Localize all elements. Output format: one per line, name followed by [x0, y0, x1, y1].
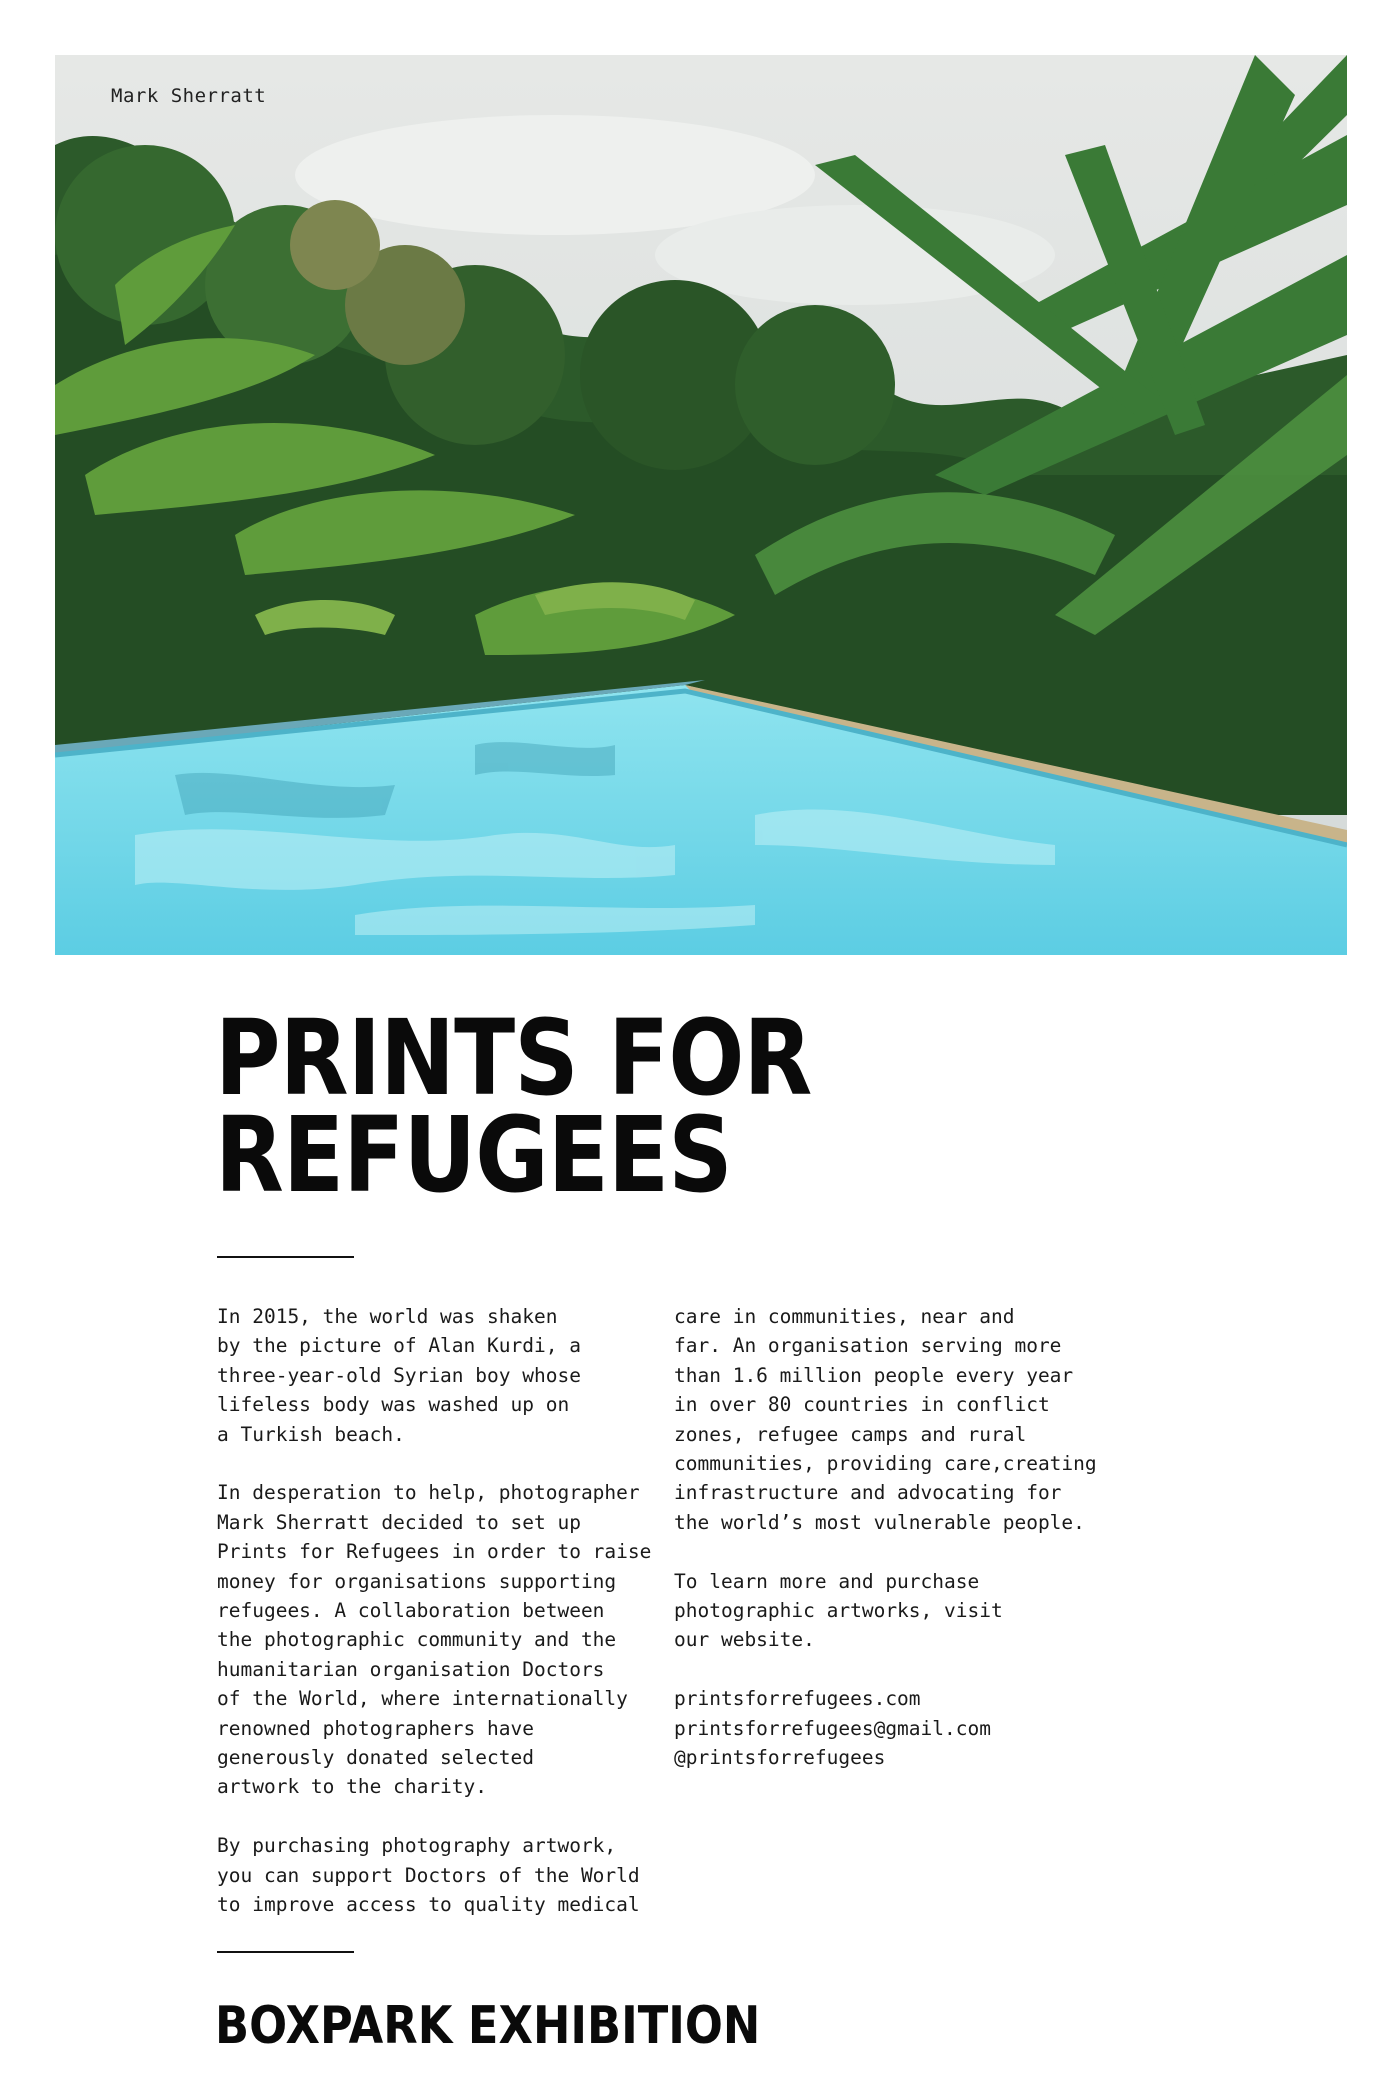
page-title — [215, 997, 812, 1216]
body-column-right — [674, 1302, 1114, 1772]
pool-jungle-illustration — [55, 55, 1347, 955]
title-line-2: REFUGEES — [215, 1094, 732, 1216]
exhibition-heading: BOXPARK EXHIBITION — [215, 1996, 761, 2056]
social-handle-link[interactable]: @printsforrefugees — [674, 1746, 886, 1770]
contact-links — [674, 1684, 1114, 1772]
divider-bottom — [217, 1951, 354, 1953]
divider-top — [217, 1256, 354, 1258]
paragraph-learn-more: To learn more and purchase photographic artworks, visit our website. — [674, 1569, 1003, 1652]
website-link[interactable]: printsforrefugees.com — [674, 1687, 921, 1711]
title-line-1: PRINTS FOR — [215, 997, 812, 1119]
body-column-left — [217, 1302, 657, 1949]
paragraph-purchase: By purchasing photography artwork, you can support Doctors of the World to improve access to quality medical — [217, 1834, 640, 1917]
email-link[interactable]: printsforrefugees@gmail.com — [674, 1716, 991, 1740]
photo-credit: Mark Sherratt — [111, 85, 267, 107]
hero-photo — [55, 55, 1347, 955]
paragraph-intro: In 2015, the world was shaken by the picture of Alan Kurdi, a three-year-old Syrian boy whose lifeless body was washed up on a Turkish beach. — [217, 1305, 581, 1446]
paragraph-organisation: care in communities, near and far. An organisation serving more than 1.6 million people every year in over 80 countries in conflict zones, refugee camps and rural communities, providing care,creating infrastructure and advocating for the world’s most vulnerable people. — [674, 1305, 1097, 1534]
paragraph-story: In desperation to help, photographer Mark Sherratt decided to set up Prints for Refugees in order to raise money for organisations supporting refugees. A collaboration between the photographic community and the humanitarian organisation Doctors of the World, where internationally renowned photographers have generously donated selected artwork to the charity. — [217, 1481, 652, 1799]
